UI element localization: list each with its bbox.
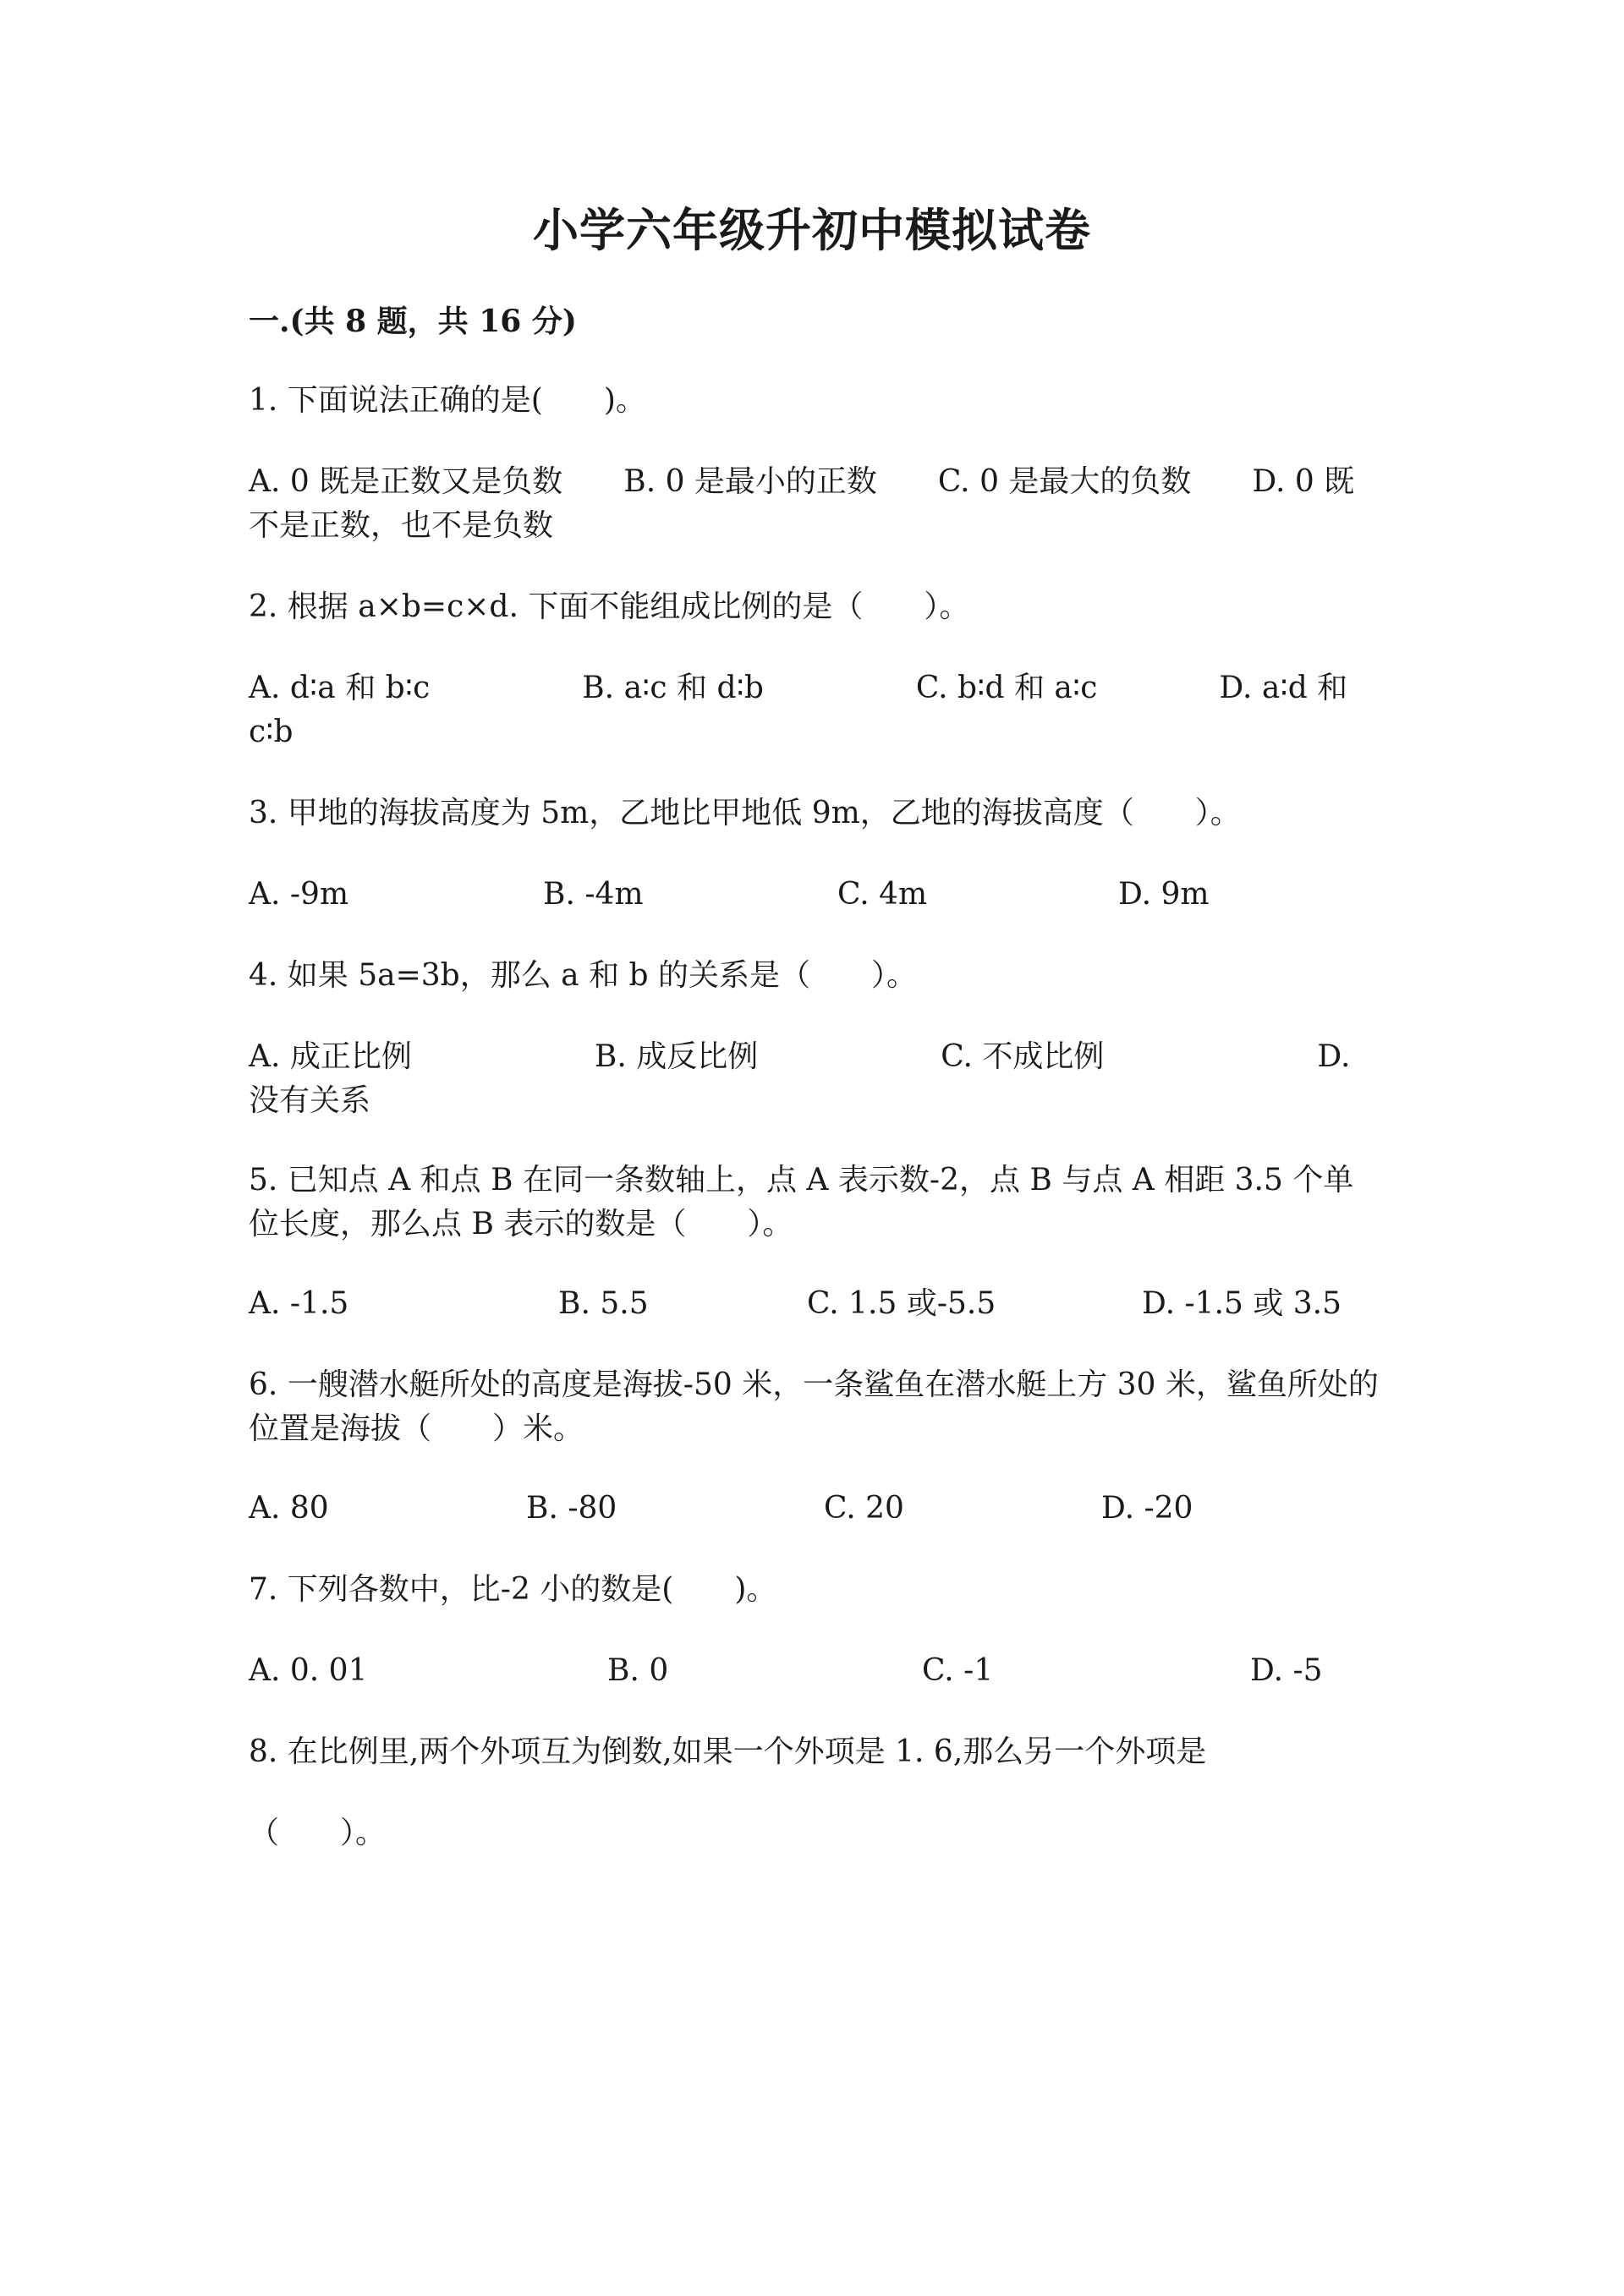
option-a: A. -9m — [249, 877, 349, 912]
option-a: A. 0. 01 — [249, 1653, 368, 1688]
page-title: 小学六年级升初中模拟试卷 — [533, 203, 1091, 257]
question-3-options — [249, 873, 1382, 917]
option-c: C. 20 — [824, 1491, 904, 1526]
option-d: D. -20 — [1101, 1491, 1193, 1526]
section-header: 一.(共 8 题，共 16 分) — [249, 304, 577, 339]
question-1-stem: 1. 下面说法正确的是( )。 — [249, 383, 646, 418]
question-6-options — [249, 1487, 1382, 1531]
option-b: B. -4m — [543, 877, 644, 912]
question-3-stem: 3. 甲地的海拔高度为 5m，乙地比甲地低 9m，乙地的海拔高度（ ）。 — [249, 796, 1241, 830]
question-1-options: A. 0 既是正数又是负数 B. 0 是最小的正数 C. 0 是最大的负数 D. 0 既不是正数，也不是负数 — [249, 464, 1355, 543]
question-4-options: A. 成正比例 B. 成反比例 C. 不成比例 D. 没有关系 — [249, 1039, 1360, 1118]
question-2-stem: 2. 根据 a×b=c×d. 下面不能组成比例的是（ ）。 — [249, 589, 970, 624]
question-5-options — [249, 1282, 1382, 1326]
option-c: C. 4m — [837, 877, 928, 912]
option-d: D. 9m — [1118, 877, 1210, 912]
option-b: B. 0 — [607, 1653, 669, 1688]
option-a: A. 80 — [249, 1491, 329, 1526]
question-2-options: A. d∶a 和 b∶c B. a∶c 和 d∶b C. b∶d 和 a∶c D. a∶d 和 c∶b — [249, 671, 1358, 749]
option-d: D. -1.5 或 3.5 — [1142, 1286, 1342, 1321]
question-7-options — [249, 1649, 1382, 1693]
question-6-stem: 6. 一艘潜水艇所处的高度是海拔-50 米，一条鲨鱼在潜水艇上方 30 米，鲨鱼所处的位置是海拔（ ）米。 — [249, 1367, 1379, 1446]
option-c: C. 1.5 或-5.5 — [807, 1286, 996, 1321]
option-d: D. -5 — [1250, 1653, 1323, 1688]
option-b: B. 5.5 — [558, 1286, 649, 1321]
question-8-answer-blank: （ ）。 — [249, 1816, 387, 1850]
question-5-stem: 5. 已知点 A 和点 B 在同一条数轴上，点 A 表示数-2，点 B 与点 A 相距 3.5 个单位长度，那么点 B 表示的数是（ ）。 — [249, 1163, 1354, 1241]
option-a: A. -1.5 — [249, 1286, 349, 1321]
question-7-stem: 7. 下列各数中，比-2 小的数是( )。 — [249, 1572, 777, 1607]
option-c: C. -1 — [922, 1653, 994, 1688]
option-b: B. -80 — [526, 1491, 617, 1526]
question-4-stem: 4. 如果 5a=3b，那么 a 和 b 的关系是（ ）。 — [249, 958, 917, 993]
question-8-stem: 8. 在比例里,两个外项互为倒数,如果一个外项是 1. 6,那么另一个外项是 — [249, 1734, 1207, 1769]
